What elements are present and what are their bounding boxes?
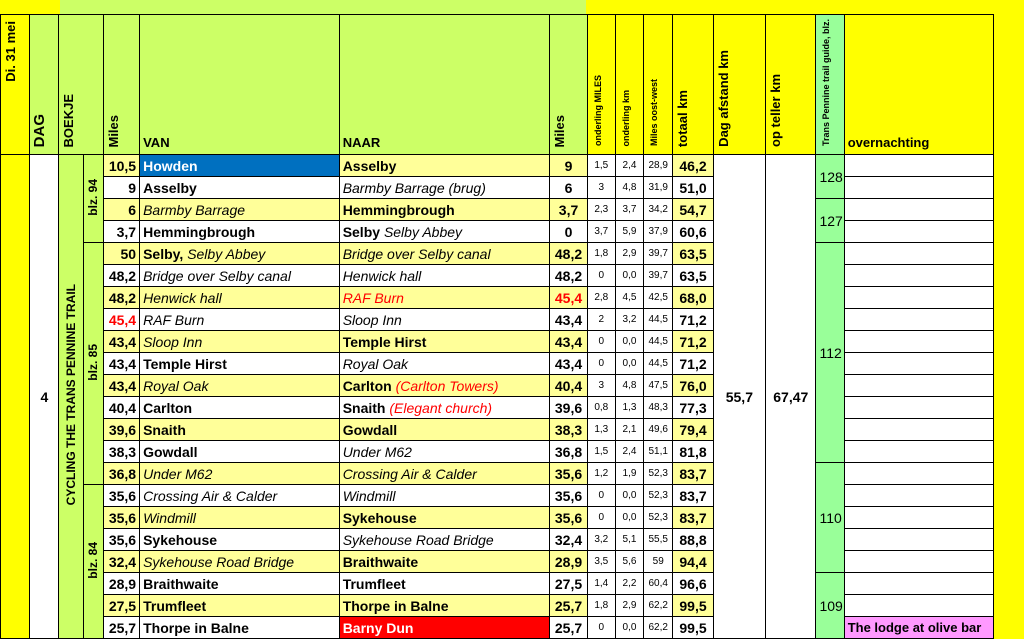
miles-cell: 3,7 [103, 221, 139, 243]
onderling-miles-cell: 0 [587, 331, 615, 353]
overnachting-cell [844, 375, 993, 397]
overnachting-header: overnachting [844, 15, 993, 155]
guide-page-128: 128 [816, 155, 844, 199]
van-cell: Temple Hirst [140, 353, 340, 375]
van-cell: RAF Burn [140, 309, 340, 331]
overnachting-cell [844, 463, 993, 485]
onderling-km-cell: 0,0 [615, 485, 643, 507]
onderling-miles-cell: 3 [587, 375, 615, 397]
miles-header: Miles [103, 15, 139, 155]
totaal-km-cell: 96,6 [673, 573, 713, 595]
miles-cell: 10,5 [103, 155, 139, 177]
naar-cell: Under M62 [339, 441, 550, 463]
onderling-miles-cell: 0 [587, 265, 615, 287]
onderling-km-cell: 3,2 [615, 309, 643, 331]
naar-cell: Henwick hall [339, 265, 550, 287]
miles-cell: 6 [103, 199, 139, 221]
boekje-header: BOEKJE [59, 15, 103, 155]
miles-oost-west-cell: 51,1 [644, 441, 673, 463]
overnachting-cell [844, 441, 993, 463]
naar-cell: Selby Selby Abbey [339, 221, 550, 243]
van-cell: Bridge over Selby canal [140, 265, 340, 287]
miles-cell: 35,6 [103, 507, 139, 529]
totaal-km-cell: 77,3 [673, 397, 713, 419]
booklet-page-94: blz. 94 [83, 155, 103, 243]
overnachting-cell [844, 243, 993, 265]
naar-cell: Temple Hirst [339, 331, 550, 353]
miles-oost-west-cell: 37,9 [644, 221, 673, 243]
miles-cell: 27,5 [103, 595, 139, 617]
van-cell: Under M62 [140, 463, 340, 485]
overnachting-cell [844, 551, 993, 573]
top-band [60, 0, 586, 14]
date-column [1, 155, 30, 639]
miles-cell: 48,2 [103, 265, 139, 287]
date-header: Di. 31 mei [1, 15, 30, 155]
overnachting-cell [844, 155, 993, 177]
miles-oost-west-cell: 44,5 [644, 309, 673, 331]
miles2-cell: 0 [550, 221, 587, 243]
guide-page-110: 110 [816, 463, 844, 573]
overnachting-cell [844, 353, 993, 375]
naar-cell: RAF Burn [339, 287, 550, 309]
onderling-miles-cell: 1,8 [587, 243, 615, 265]
onderling-km-cell: 0,0 [615, 331, 643, 353]
totaal-km-cell: 76,0 [673, 375, 713, 397]
overnachting-cell [844, 199, 993, 221]
miles2-cell: 38,3 [550, 419, 587, 441]
onderling-miles-cell: 1,2 [587, 463, 615, 485]
naar-cell: Sloop Inn [339, 309, 550, 331]
naar-cell: Snaith (Elegant church) [339, 397, 550, 419]
miles-oost-west-cell: 47,5 [644, 375, 673, 397]
overnachting-value: The lodge at olive bar [844, 617, 993, 639]
onderling-miles-cell: 3 [587, 177, 615, 199]
onderling-miles-cell: 1,5 [587, 441, 615, 463]
miles2-cell: 35,6 [550, 485, 587, 507]
onderling-miles-cell: 2,8 [587, 287, 615, 309]
miles-oost-west-cell: 42,5 [644, 287, 673, 309]
totaal-km-cell: 99,5 [673, 595, 713, 617]
naar-cell: Thorpe in Balne [339, 595, 550, 617]
miles-oost-west-cell: 59 [644, 551, 673, 573]
miles-cell: 50 [103, 243, 139, 265]
van-cell: Barmby Barrage [140, 199, 340, 221]
naar-cell: Braithwaite [339, 551, 550, 573]
day-number: 4 [30, 155, 59, 639]
overnachting-cell [844, 507, 993, 529]
miles-cell: 32,4 [103, 551, 139, 573]
onderling-miles-cell: 1,8 [587, 595, 615, 617]
onderling-km-cell: 2,4 [615, 155, 643, 177]
miles-oost-west-header: Miles oost-west [644, 15, 673, 155]
totaal-km-cell: 68,0 [673, 287, 713, 309]
naar-cell: Crossing Air & Calder [339, 463, 550, 485]
guide-header: Trans Pennine trail guide, blz. [816, 15, 844, 155]
van-cell: Hemmingbrough [140, 221, 340, 243]
onderling-km-cell: 4,8 [615, 177, 643, 199]
onderling-km-cell: 1,9 [615, 463, 643, 485]
naar-cell: Sykehouse Road Bridge [339, 529, 550, 551]
totaal-km-cell: 63,5 [673, 265, 713, 287]
miles2-cell: 40,4 [550, 375, 587, 397]
naar-cell: Windmill [339, 485, 550, 507]
naar-cell: Carlton (Carlton Towers) [339, 375, 550, 397]
miles-oost-west-cell: 44,5 [644, 353, 673, 375]
guide-page-109: 109 [816, 573, 844, 639]
onderling-miles-cell: 3,5 [587, 551, 615, 573]
miles-oost-west-cell: 49,6 [644, 419, 673, 441]
overnachting-cell [844, 309, 993, 331]
totaal-km-cell: 60,6 [673, 221, 713, 243]
van-cell: Henwick hall [140, 287, 340, 309]
van-cell: Braithwaite [140, 573, 340, 595]
miles2-cell: 28,9 [550, 551, 587, 573]
booklet-page-84: blz. 84 [83, 485, 103, 639]
onderling-km-cell: 4,8 [615, 375, 643, 397]
miles2-cell: 6 [550, 177, 587, 199]
naar-cell: Royal Oak [339, 353, 550, 375]
overnachting-cell [844, 331, 993, 353]
onderling-km-cell: 0,0 [615, 617, 643, 639]
onderling-km-cell: 2,9 [615, 243, 643, 265]
miles-cell: 39,6 [103, 419, 139, 441]
onderling-km-cell: 5,6 [615, 551, 643, 573]
miles2-cell: 35,6 [550, 507, 587, 529]
van-cell: Royal Oak [140, 375, 340, 397]
naar-cell: Barmby Barrage (brug) [339, 177, 550, 199]
miles2-cell: 36,8 [550, 441, 587, 463]
overnachting-cell [844, 419, 993, 441]
totaal-km-cell: 71,2 [673, 331, 713, 353]
onderling-km-cell: 2,9 [615, 595, 643, 617]
onderling-miles-cell: 2,3 [587, 199, 615, 221]
miles2-cell: 43,4 [550, 331, 587, 353]
miles-oost-west-cell: 52,3 [644, 485, 673, 507]
totaal-km-cell: 88,8 [673, 529, 713, 551]
onderling-km-cell: 0,0 [615, 507, 643, 529]
miles2-cell: 27,5 [550, 573, 587, 595]
miles-cell: 35,6 [103, 485, 139, 507]
miles-oost-west-cell: 60,4 [644, 573, 673, 595]
miles-cell: 25,7 [103, 617, 139, 639]
miles-cell: 48,2 [103, 287, 139, 309]
naar-cell: Bridge over Selby canal [339, 243, 550, 265]
van-cell: Thorpe in Balne [140, 617, 340, 639]
miles-oost-west-cell: 52,3 [644, 507, 673, 529]
onderling-miles-cell: 0,8 [587, 397, 615, 419]
dag-afstand-header: Dag afstand km [713, 15, 765, 155]
miles-oost-west-cell: 31,9 [644, 177, 673, 199]
totaal-km-cell: 51,0 [673, 177, 713, 199]
totaal-km-cell: 83,7 [673, 485, 713, 507]
miles-oost-west-cell: 39,7 [644, 265, 673, 287]
onderling-km-cell: 4,5 [615, 287, 643, 309]
naar-cell: Hemmingbrough [339, 199, 550, 221]
totaal-km-cell: 71,2 [673, 353, 713, 375]
miles2-cell: 43,4 [550, 353, 587, 375]
miles-oost-west-cell: 44,5 [644, 331, 673, 353]
miles2-cell: 39,6 [550, 397, 587, 419]
op-teller-value: 67,47 [766, 155, 816, 639]
miles-oost-west-cell: 55,5 [644, 529, 673, 551]
miles-oost-west-cell: 39,7 [644, 243, 673, 265]
onderling-miles-cell: 0 [587, 353, 615, 375]
miles2-cell: 25,7 [550, 617, 587, 639]
naar-cell: Gowdall [339, 419, 550, 441]
miles2-cell: 43,4 [550, 309, 587, 331]
onderling-miles-cell: 1,4 [587, 573, 615, 595]
miles2-cell: 45,4 [550, 287, 587, 309]
totaal-km-cell: 46,2 [673, 155, 713, 177]
onderling-km-cell: 5,1 [615, 529, 643, 551]
guide-page-127: 127 [816, 199, 844, 243]
miles-cell: 38,3 [103, 441, 139, 463]
miles-cell: 40,4 [103, 397, 139, 419]
van-cell: Carlton [140, 397, 340, 419]
onderling-km-cell: 2,1 [615, 419, 643, 441]
dag-header: DAG [30, 15, 59, 155]
onderling-miles-cell: 1,5 [587, 155, 615, 177]
van-cell: Sloop Inn [140, 331, 340, 353]
totaal-km-cell: 99,5 [673, 617, 713, 639]
onderling-km-cell: 0,0 [615, 265, 643, 287]
onderling-km-cell: 2,2 [615, 573, 643, 595]
overnachting-cell [844, 573, 993, 595]
miles-cell: 9 [103, 177, 139, 199]
van-cell: Sykehouse [140, 529, 340, 551]
totaal-km-cell: 71,2 [673, 309, 713, 331]
overnachting-cell [844, 221, 993, 243]
onderling-miles-cell: 0 [587, 507, 615, 529]
miles-cell: 36,8 [103, 463, 139, 485]
miles-cell: 43,4 [103, 353, 139, 375]
onderling-miles-cell: 3,2 [587, 529, 615, 551]
naar-cell: Trumfleet [339, 573, 550, 595]
van-cell: Sykehouse Road Bridge [140, 551, 340, 573]
naar-cell: Sykehouse [339, 507, 550, 529]
van-header: VAN [140, 15, 340, 155]
totaal-km-cell: 94,4 [673, 551, 713, 573]
onderling-miles-header: onderling MILES [587, 15, 615, 155]
van-cell: Windmill [140, 507, 340, 529]
miles2-header: Miles [550, 15, 587, 155]
guide-page-112: 112 [816, 243, 844, 463]
totaal-km-cell: 79,4 [673, 419, 713, 441]
naar-cell: Asselby [339, 155, 550, 177]
naar-header: NAAR [339, 15, 550, 155]
booklet-page-85: blz. 85 [83, 243, 103, 485]
naar-cell-destination: Barny Dun [339, 617, 550, 639]
van-cell: Gowdall [140, 441, 340, 463]
miles-cell: 43,4 [103, 331, 139, 353]
onderling-km-cell: 5,9 [615, 221, 643, 243]
miles-oost-west-cell: 52,3 [644, 463, 673, 485]
overnachting-cell [844, 287, 993, 309]
dag-afstand-value: 55,7 [713, 155, 765, 639]
overnachting-cell [844, 397, 993, 419]
van-cell: Selby, Selby Abbey [140, 243, 340, 265]
overnachting-cell [844, 177, 993, 199]
totaal-km-header: totaal km [673, 15, 713, 155]
totaal-km-cell: 81,8 [673, 441, 713, 463]
miles-oost-west-cell: 62,2 [644, 595, 673, 617]
onderling-km-cell: 1,3 [615, 397, 643, 419]
miles2-cell: 48,2 [550, 243, 587, 265]
totaal-km-cell: 63,5 [673, 243, 713, 265]
totaal-km-cell: 83,7 [673, 507, 713, 529]
overnachting-cell [844, 529, 993, 551]
onderling-miles-cell: 3,7 [587, 221, 615, 243]
totaal-km-cell: 54,7 [673, 199, 713, 221]
onderling-km-header: onderling km [615, 15, 643, 155]
overnachting-cell [844, 595, 993, 617]
overnachting-cell [844, 265, 993, 287]
miles-oost-west-cell: 28,9 [644, 155, 673, 177]
miles2-cell: 3,7 [550, 199, 587, 221]
route-table [0, 14, 994, 639]
miles-oost-west-cell: 62,2 [644, 617, 673, 639]
totaal-km-cell: 83,7 [673, 463, 713, 485]
miles-oost-west-cell: 48,3 [644, 397, 673, 419]
overnachting-cell [844, 485, 993, 507]
onderling-km-cell: 0,0 [615, 353, 643, 375]
miles2-cell: 32,4 [550, 529, 587, 551]
van-cell: Snaith [140, 419, 340, 441]
miles-cell: 35,6 [103, 529, 139, 551]
van-cell: Crossing Air & Calder [140, 485, 340, 507]
miles-cell: 28,9 [103, 573, 139, 595]
onderling-km-cell: 3,7 [615, 199, 643, 221]
onderling-miles-cell: 2 [587, 309, 615, 331]
miles2-cell: 48,2 [550, 265, 587, 287]
onderling-miles-cell: 1,3 [587, 419, 615, 441]
miles-cell: 43,4 [103, 375, 139, 397]
onderling-miles-cell: 0 [587, 485, 615, 507]
van-cell: Trumfleet [140, 595, 340, 617]
header-row [1, 15, 994, 155]
van-cell: Howden [140, 155, 340, 177]
miles2-cell: 25,7 [550, 595, 587, 617]
miles2-cell: 35,6 [550, 463, 587, 485]
van-cell: Asselby [140, 177, 340, 199]
miles-cell: 45,4 [103, 309, 139, 331]
op-teller-header: op teller km [766, 15, 816, 155]
route-name: CYCLING THE TRANS PENNINE TRAIL [59, 155, 83, 639]
onderling-miles-cell: 0 [587, 617, 615, 639]
miles-oost-west-cell: 34,2 [644, 199, 673, 221]
onderling-km-cell: 2,4 [615, 441, 643, 463]
miles2-cell: 9 [550, 155, 587, 177]
